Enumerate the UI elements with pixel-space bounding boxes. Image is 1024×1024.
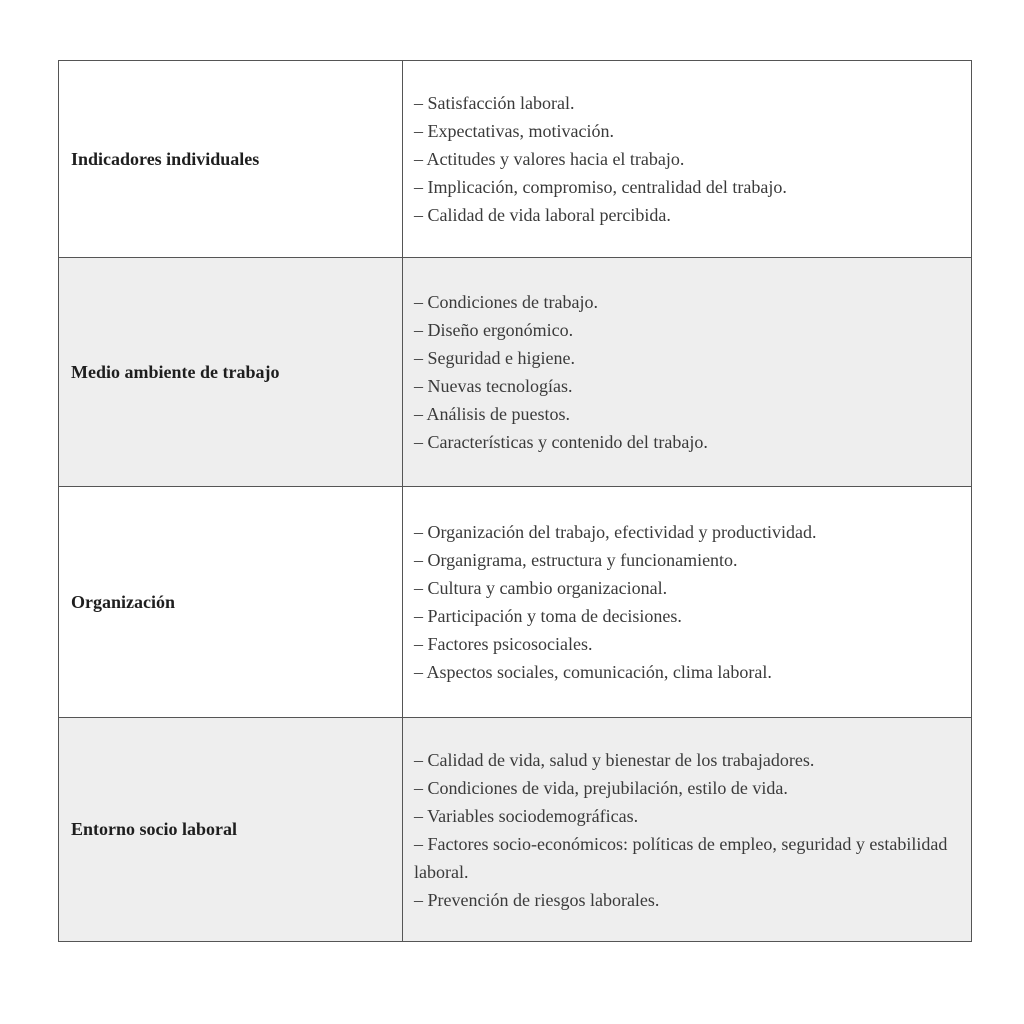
table-row [59, 718, 972, 942]
list-item: – Organización del trabajo, efectividad y productividad. [414, 522, 817, 542]
row-label: Medio ambiente de trabajo [59, 258, 403, 487]
list-item: – Análisis de puestos. [414, 404, 570, 424]
list-item: – Calidad de vida, salud y bienestar de los trabajadores. [414, 749, 815, 770]
list-item: – Nuevas tecnologías. [414, 376, 573, 396]
list-item: – Variables sociodemográficas. [414, 805, 639, 826]
list-item: – Seguridad e higiene. [414, 348, 575, 368]
list-item: – Participación y toma de decisiones. [414, 606, 682, 626]
list-item: – Factores psicosociales. [414, 634, 593, 654]
table-row [59, 61, 972, 258]
row-label: Entorno socio laboral [59, 718, 403, 942]
list-item: – Actitudes y valores hacia el trabajo. [414, 149, 685, 169]
table-row [59, 258, 972, 487]
row-label: Organización [59, 487, 403, 718]
row-items [403, 61, 972, 258]
item-list [414, 746, 959, 914]
list-item: – Expectativas, motivación. [414, 121, 614, 141]
row-label: Indicadores individuales [59, 61, 403, 258]
row-items [403, 718, 972, 942]
item-list [414, 288, 959, 456]
row-items [403, 487, 972, 718]
table-row [59, 487, 972, 718]
list-item: – Condiciones de trabajo. [414, 292, 598, 312]
list-item: – Diseño ergonómico. [414, 320, 574, 340]
item-list [414, 89, 959, 229]
list-item: – Implicación, compromiso, centralidad del trabajo. [414, 177, 787, 197]
list-item: – Organigrama, estructura y funcionamiento. [414, 550, 738, 570]
row-items [403, 258, 972, 487]
list-item: – Aspectos sociales, comunicación, clima laboral. [414, 662, 772, 682]
item-list [414, 518, 959, 686]
list-item: – Cultura y cambio organizacional. [414, 578, 668, 598]
list-item: – Características y contenido del trabajo. [414, 432, 708, 452]
list-item: – Calidad de vida laboral percibida. [414, 205, 671, 225]
list-item: – Factores socio-económicos: políticas de empleo, seguridad y estabilidad laboral. [414, 833, 948, 882]
list-item: – Condiciones de vida, prejubilación, estilo de vida. [414, 777, 788, 798]
list-item: – Prevención de riesgos laborales. [414, 889, 660, 910]
indicators-table [58, 60, 972, 942]
list-item: – Satisfacción laboral. [414, 93, 575, 113]
